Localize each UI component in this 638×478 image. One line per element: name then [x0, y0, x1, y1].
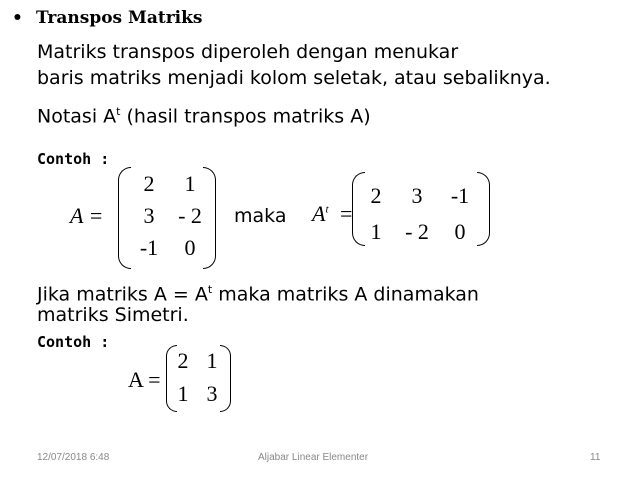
paragraph-line: matriks Simetri. [37, 304, 189, 326]
matrix-cell: 1 [370, 219, 382, 244]
notation-text [37, 100, 371, 128]
matrix-cell: 0 [454, 219, 466, 244]
symmetric-matrix-lhs: A = [128, 367, 161, 392]
matrix-cell: - 2 [178, 203, 202, 228]
heading-title: Transpos Matriks [36, 8, 203, 28]
matrix-cell: 1 [206, 348, 218, 373]
example-label: Contoh : [37, 333, 110, 351]
matrix-cell: 2 [177, 348, 189, 373]
matrix-at-lhs [312, 201, 352, 227]
matrix-cell: 2 [370, 183, 382, 208]
slide-number: 11 [590, 452, 601, 463]
matrix-cell: 0 [184, 235, 196, 260]
matrix-at-superscript: t [325, 203, 329, 216]
example-label: Contoh : [37, 150, 110, 168]
notation-superscript: t [116, 105, 121, 118]
matrix-at-symbol: A [312, 201, 326, 226]
matrix-cell: - 2 [405, 219, 429, 244]
symmetric-definition-superscript: t [207, 283, 213, 296]
matrix-a-lhs: A = [70, 203, 104, 228]
notation-suffix: (hasil transpos matriks A) [120, 105, 371, 128]
matrix-cell: -1 [139, 235, 159, 260]
matrix-cell: 3 [143, 203, 155, 228]
symmetric-definition-a: Jika matriks A = A [37, 283, 208, 306]
footer-title: Aljabar Linear Elementer [258, 452, 369, 463]
matrix-cell: -1 [450, 183, 470, 208]
paragraph-line: baris matriks menjadi kolom seletak, atau sebaliknya. [37, 67, 551, 89]
slide-heading [12, 8, 202, 28]
matrix-cell: 3 [411, 183, 423, 208]
matrix-cell: 1 [177, 381, 189, 406]
matrix-cell: 1 [184, 171, 196, 196]
bullet-icon: • [12, 8, 23, 28]
matrix-cell: 2 [143, 171, 155, 196]
notation-prefix: Notasi A [37, 105, 117, 128]
matrix-at-equals: = [340, 201, 353, 226]
footer-date: 12/07/2018 6:48 [37, 452, 110, 463]
maka-connector: maka [234, 205, 287, 227]
matrix-cell: 3 [206, 381, 218, 406]
symmetric-definition-b: maka matriks A dinamakan [212, 283, 479, 306]
paragraph-line: Matriks transpos diperoleh dengan menukar [37, 41, 459, 63]
